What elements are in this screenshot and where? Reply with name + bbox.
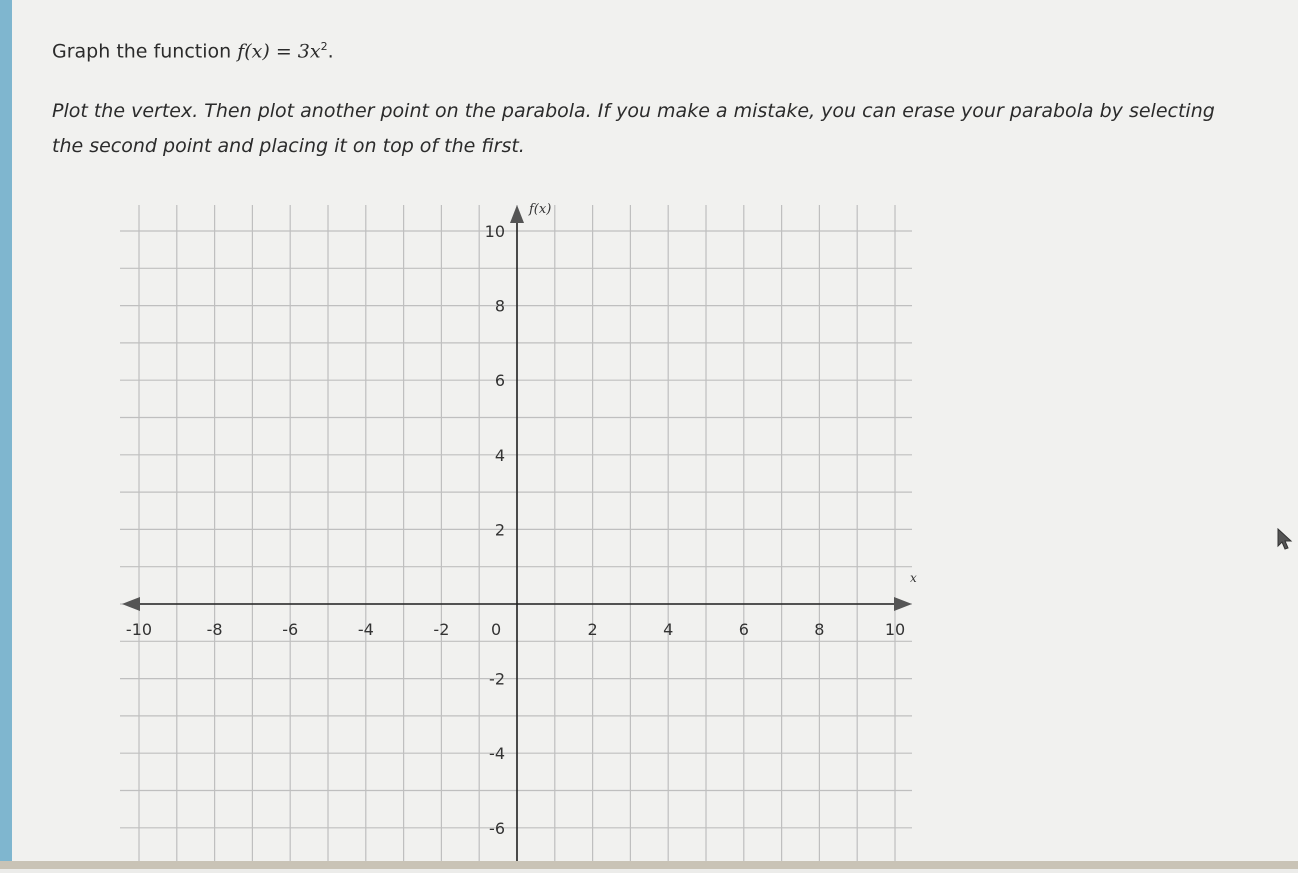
x-tick-label: 2: [587, 620, 598, 639]
y-tick-label: 10: [484, 222, 505, 241]
x-tick-label: 4: [663, 620, 674, 639]
x-tick-label: 0: [491, 620, 502, 639]
x-tick-label: -2: [433, 620, 450, 639]
mouse-pointer-icon: [1276, 528, 1294, 550]
x-tick-label: -4: [357, 620, 374, 639]
x-tick-label: -8: [206, 620, 223, 639]
y-tick-label: 6: [494, 371, 505, 391]
x-tick-label: 6: [738, 620, 749, 639]
bottom-edge: [0, 861, 1298, 869]
x-tick-label: -10: [125, 620, 153, 639]
function-expression: 3x: [297, 40, 321, 63]
title-prefix: Graph the function: [52, 40, 232, 63]
instructions-text: Plot the vertex. Then plot another point on the parabola. If you make a mistake, you can erase your parabola by selecting the second point and placing it on top of the first.: [52, 100, 1215, 157]
title-period: .: [327, 40, 334, 63]
y-axis-label: f(x): [529, 202, 552, 217]
x-tick-label: 10: [884, 620, 906, 639]
y-tick-label: 8: [494, 296, 505, 316]
x-axis-right-arrow-icon: [894, 597, 912, 611]
y-tick-label: -2: [489, 669, 505, 689]
equals-sign: =: [275, 40, 292, 63]
y-tick-label: -6: [489, 818, 505, 838]
x-axis-left-arrow-icon: [122, 597, 140, 611]
y-tick-label: -4: [489, 744, 505, 764]
function-exponent: 2: [320, 40, 328, 53]
x-tick-label: 8: [814, 620, 825, 639]
x-tick-label: -6: [282, 620, 299, 639]
y-tick-label: 4: [494, 445, 505, 465]
function-name: f(x): [237, 40, 270, 63]
x-axis-label: x: [910, 571, 917, 585]
y-tick-label: 2: [494, 520, 505, 540]
y-axis-up-arrow-icon: [510, 205, 524, 223]
